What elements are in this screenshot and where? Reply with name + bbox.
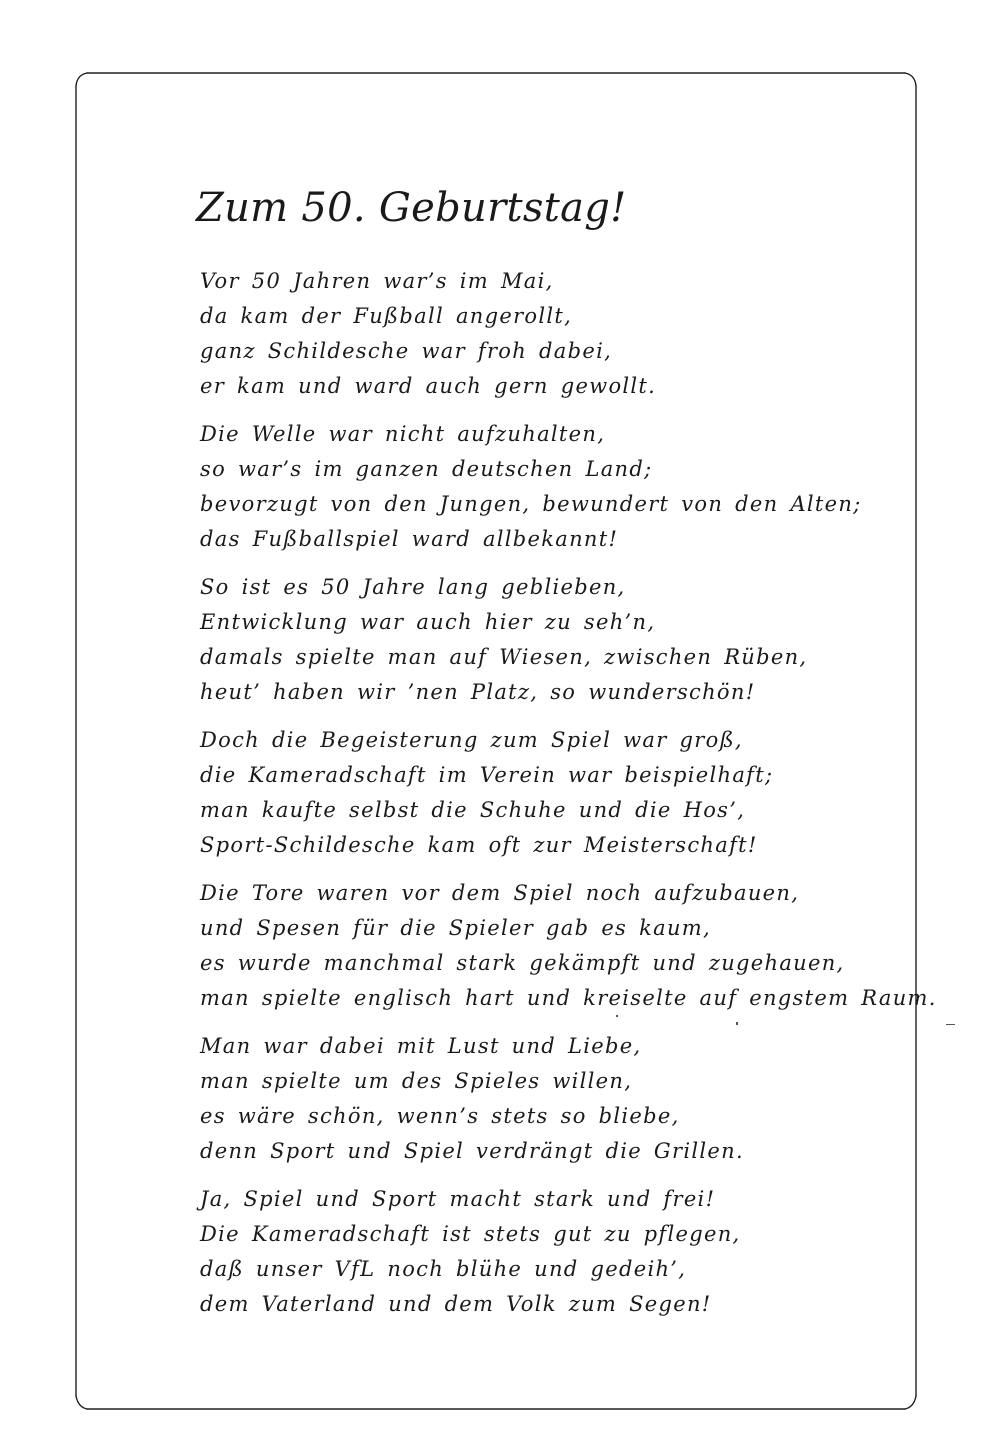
- poem-line: daß unser VfL noch blühe und gedeih’,: [200, 1257, 687, 1281]
- poem-line: bevorzugt von den Jungen, bewundert von den Alten;: [200, 492, 862, 516]
- scan-speck: [946, 1024, 955, 1025]
- poem-line: da kam der Fußball angerollt,: [200, 304, 573, 328]
- stanza-1: [200, 264, 900, 417]
- poem-line: Die Tore waren vor dem Spiel noch aufzubauen,: [200, 881, 800, 905]
- poem-line: die Kameradschaft im Verein war beispielhaft;: [200, 763, 774, 787]
- poem-line: man spielte um des Spieles willen,: [200, 1069, 633, 1093]
- poem-line: Entwicklung war auch hier zu seh’n,: [200, 610, 656, 634]
- scan-speck: [616, 1015, 618, 1017]
- poem-line: ganz Schildesche war froh dabei,: [200, 339, 613, 363]
- poem-line: damals spielte man auf Wiesen, zwischen Rüben,: [200, 645, 808, 669]
- poem-line: Die Welle war nicht aufzuhalten,: [200, 422, 606, 446]
- stanza-6: [200, 1029, 900, 1182]
- poem-line: man kaufte selbst die Schuhe und die Hos’,: [200, 798, 746, 822]
- poem-title: Zum 50. Geburtstag!: [196, 185, 627, 231]
- poem-line: Ja, Spiel und Sport macht stark und frei!: [200, 1187, 716, 1211]
- poem-line: heut’ haben wir ’nen Platz, so wunderschön!: [200, 680, 756, 704]
- scan-speck: [736, 1022, 738, 1025]
- poem-line: es wurde manchmal stark gekämpft und zugehauen,: [200, 951, 845, 975]
- stanza-4: [200, 723, 900, 876]
- poem-line: das Fußballspiel ward allbekannt!: [200, 527, 619, 551]
- poem-line: Doch die Begeisterung zum Spiel war groß,: [200, 728, 743, 752]
- stanza-3: [200, 570, 900, 723]
- poem-line: er kam und ward auch gern gewollt.: [200, 374, 657, 398]
- poem-line: denn Sport und Spiel verdrängt die Grillen.: [200, 1139, 744, 1163]
- poem-line: so war’s im ganzen deutschen Land;: [200, 457, 653, 481]
- poem-line: und Spesen für die Spieler gab es kaum,: [200, 916, 711, 940]
- poem-line: dem Vaterland und dem Volk zum Segen!: [200, 1292, 712, 1316]
- poem-line: Vor 50 Jahren war’s im Mai,: [200, 269, 554, 293]
- poem-line: Sport-Schildesche kam oft zur Meisterschaft!: [200, 833, 758, 857]
- poem-line: es wäre schön, wenn’s stets so bliebe,: [200, 1104, 680, 1128]
- poem-line: Man war dabei mit Lust und Liebe,: [200, 1034, 642, 1058]
- poem-line: So ist es 50 Jahre lang geblieben,: [200, 575, 626, 599]
- stanza-2: [200, 417, 900, 570]
- poem-body: [200, 264, 937, 1335]
- poem-line: Die Kameradschaft ist stets gut zu pflegen,: [200, 1222, 741, 1246]
- poem-line: man spielte englisch hart und kreiselte auf engstem Raum.: [200, 986, 937, 1010]
- stanza-7: [200, 1182, 900, 1335]
- stanza-5: [200, 876, 937, 1029]
